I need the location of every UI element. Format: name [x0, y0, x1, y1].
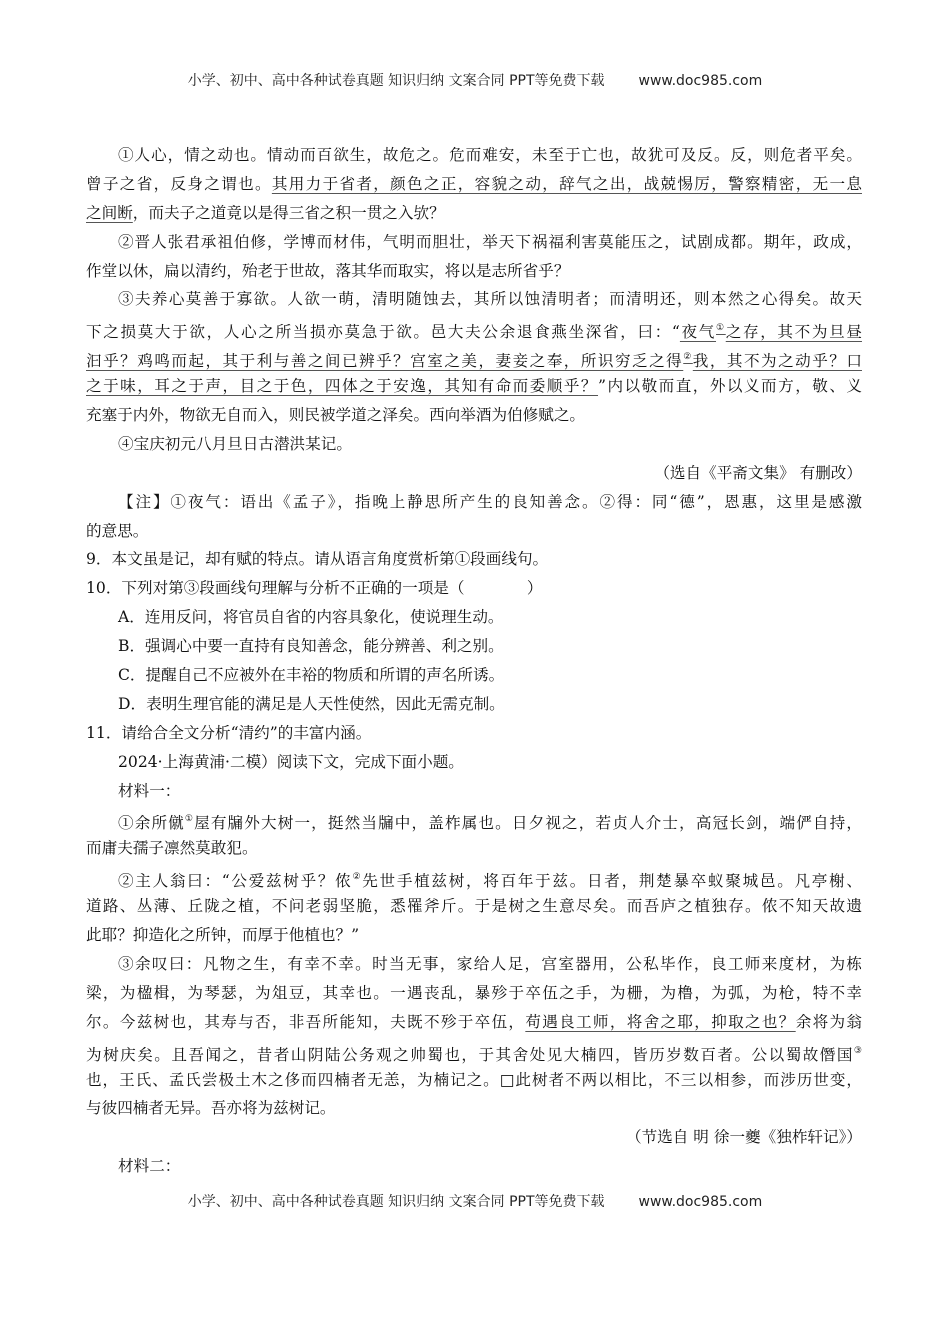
underlined-text: 其用力于省者，颜色之正，容貌之动，辞气之出，战兢惕厉，警察精密，无一息 — [271, 174, 862, 193]
text-segment: ③余叹曰：凡物之生，有幸不幸。时当无事，家给人足，宫室器用，公私毕作，良工师来度材，为栋 — [118, 954, 862, 973]
text-line — [86, 488, 862, 517]
text-segment: 【注】①夜气：语出《孟子》，指晚上静思所产生的良知善念。②得：同“德”，恩惠，这里是感激 — [118, 492, 862, 511]
text-segment: 9．本文虽是记，却有赋的特点。请从语言角度赏析第①段画线句。 — [86, 550, 549, 569]
text-line — [86, 1152, 862, 1181]
text-line — [86, 1008, 862, 1037]
text-segment: D．表明生理官能的满足是人天性使然，因此无需克制。 — [118, 694, 505, 713]
text-segment: 梁，为楹楫，为琴瑟，为俎豆，其幸也。一遇丧乱，暴殄于卒伍之手，为栅，为橹，为弧，为枪，特不幸 — [86, 983, 862, 1002]
underlined-text: 汩乎？鸡鸣而起，其于利与善之间已辨乎？宫室之美，妻妾之奉，所识穷乏之得 — [86, 352, 684, 371]
text-line — [86, 459, 862, 488]
text-line — [86, 314, 862, 343]
text-line — [86, 430, 862, 459]
text-line — [86, 632, 862, 661]
text-line — [86, 401, 862, 430]
text-line — [86, 690, 862, 719]
text-line — [86, 863, 862, 892]
underlined-text: 之于味，耳之于声，目之于色，四体之于安逸，其知有命而委顺乎？ — [86, 377, 599, 396]
text-segment: ④宝庆初元八月旦日古潜洪某记。 — [118, 434, 352, 453]
text-line — [86, 545, 862, 574]
header-site-link[interactable]: www.doc985.com — [638, 73, 763, 89]
text-segment: 作堂以休，扁以清约，殆老于世故，落其华而取实，将以是志所省乎？ — [86, 261, 570, 280]
text-segment: 尔。今兹树也，其寿与否，非吾所能知，夫既不殄于卒伍， — [86, 1012, 526, 1031]
text-segment: 余将为翁 — [795, 1012, 862, 1031]
text-segment: 与彼四楠者无异。吾亦将为兹树记。 — [86, 1099, 336, 1118]
text-segment: ②主人翁曰：“公爱兹树乎？侬 — [118, 872, 353, 891]
text-line — [86, 805, 862, 834]
text-segment: 材料二： — [118, 1157, 181, 1176]
text-segment: B．强调心中要一直持有良知善念，能分辨善、利之别。 — [118, 637, 504, 656]
footnote-marker: ① — [716, 323, 726, 334]
text-line — [86, 574, 862, 603]
text-segment: （选自《平斋文集》 有删改） — [654, 463, 862, 482]
footnote-marker: ③ — [853, 1045, 862, 1056]
text-segment: 为树庆矣。且吾闻之，昔者山阴陆公务观之帅蜀也，于其舍处见大楠四，皆历岁数百者。公以蜀故僭国 — [86, 1045, 854, 1064]
page-header — [0, 70, 950, 90]
underlined-text: 我，其不为之动乎？口 — [692, 352, 862, 371]
text-line — [86, 661, 862, 690]
text-line — [86, 170, 862, 199]
text-segment: （节选自 明 徐一夔《独柞轩记》） — [625, 1128, 862, 1147]
underlined-text: 夜气 — [679, 323, 717, 342]
text-segment: ”内以敬而直，外以义而方，敬、义 — [598, 377, 862, 396]
text-line — [86, 372, 862, 401]
text-segment: 10．下列对第③段画线句理解与分析不正确的一项是（ ） — [86, 579, 543, 598]
text-segment: 先世手植兹树，将百年于兹。日者，荆楚暴卒蚁聚城邑。凡亭榭、 — [362, 872, 862, 891]
footer-text: 小学、初中、高中各种试卷真题 知识归纳 文案合同 PPT等免费下载 — [187, 1194, 605, 1210]
text-segment: 充塞于内外，物欲无自而入，则民被学道之泽矣。西向举酒为伯修赋之。 — [86, 406, 586, 425]
text-segment: 此耶？抑造化之所钟，而厚于他植也？” — [86, 926, 360, 945]
text-segment: ②晋人张君承祖伯修，学博而材伟，气明而胆壮，举天下祸福利害莫能压之，试剧成都。期年，政成， — [118, 232, 862, 251]
footnote-marker: ① — [184, 814, 195, 825]
text-line — [86, 748, 862, 777]
text-segment: A．连用反问，将官员自省的内容具象化，使说理生动。 — [118, 608, 504, 627]
text-line — [86, 892, 862, 921]
text-segment: 的意思。 — [86, 521, 149, 540]
text-line — [86, 719, 862, 748]
text-segment: ①人心，情之动也。情动而百欲生，故危之。危而难安，未至于亡也，故犹可及反。反，则危者平矣。 — [118, 146, 862, 164]
text-segment: 屋有牖外大树一，挺然当牖中，盖柞属也。日夕视之，若贞人介士，高冠长剑，端俨自持， — [194, 814, 862, 833]
text-line — [86, 921, 862, 950]
text-segment: 曾子之省，反身之谓也。 — [86, 174, 272, 193]
text-line — [86, 950, 862, 979]
text-line — [86, 517, 862, 546]
text-segment: 2024·上海黄浦·二模）阅读下文，完成下面小题。 — [118, 752, 464, 771]
underlined-text: 之存，其不为旦昼 — [725, 323, 862, 342]
text-line — [86, 141, 862, 170]
text-segment: ，而夫子之道竟以是得三省之积一贯之入欤？ — [132, 203, 445, 222]
footnote-marker: ② — [683, 352, 693, 363]
text-segment: 而庸夫孺子凛然莫敢犯。 — [86, 839, 258, 858]
text-line — [86, 257, 862, 286]
header-text: 小学、初中、高中各种试卷真题 知识归纳 文案合同 PPT等免费下载 — [187, 73, 605, 89]
text-line — [86, 979, 862, 1008]
text-line — [86, 285, 862, 314]
footnote-marker: ② — [352, 872, 363, 883]
text-line — [86, 1037, 862, 1066]
text-line — [86, 834, 862, 863]
text-segment: ①余所僦 — [118, 814, 185, 833]
text-line — [86, 228, 862, 257]
text-segment: 也，王氏、孟氏尝极土木之侈而四楠者无恙，为楠记之。□此树者不两以相比，不三以相参，而涉历世变， — [86, 1070, 862, 1089]
text-segment: 下之损莫大于欲，人心之所当损亦莫急于欲。邑大夫公余退食燕坐深省，曰：“ — [86, 323, 680, 342]
text-line — [86, 777, 862, 806]
text-line — [86, 1066, 862, 1095]
text-line — [86, 343, 862, 372]
text-segment: ③夫养心莫善于寡欲。人欲一萌，清明随蚀去，其所以蚀清明者；而清明还，则本然之心得矣。故天 — [118, 290, 862, 309]
footer-site-link[interactable]: www.doc985.com — [638, 1194, 763, 1210]
page-footer — [0, 1191, 950, 1211]
underlined-text: 之间断 — [86, 203, 133, 222]
underlined-text: 苟遇良工师，将舍之耶，抑取之也？ — [525, 1012, 796, 1031]
text-segment: 11．请给合全文分析“清约”的丰富内涵。 — [86, 723, 372, 742]
text-line — [86, 603, 862, 632]
text-line — [86, 1123, 862, 1152]
document-body — [86, 141, 862, 1181]
text-segment: 材料一： — [118, 781, 181, 800]
text-segment: 道路、丛薄、丘陇之植，不问老弱坚脆，悉罹斧斤。于是树之生意尽矣。而吾庐之植独存。侬不知天故遗 — [86, 897, 862, 916]
text-line — [86, 199, 862, 228]
text-segment: C．提醒自己不应被外在丰裕的物质和所谓的声名所诱。 — [118, 666, 505, 685]
text-line — [86, 1094, 862, 1123]
